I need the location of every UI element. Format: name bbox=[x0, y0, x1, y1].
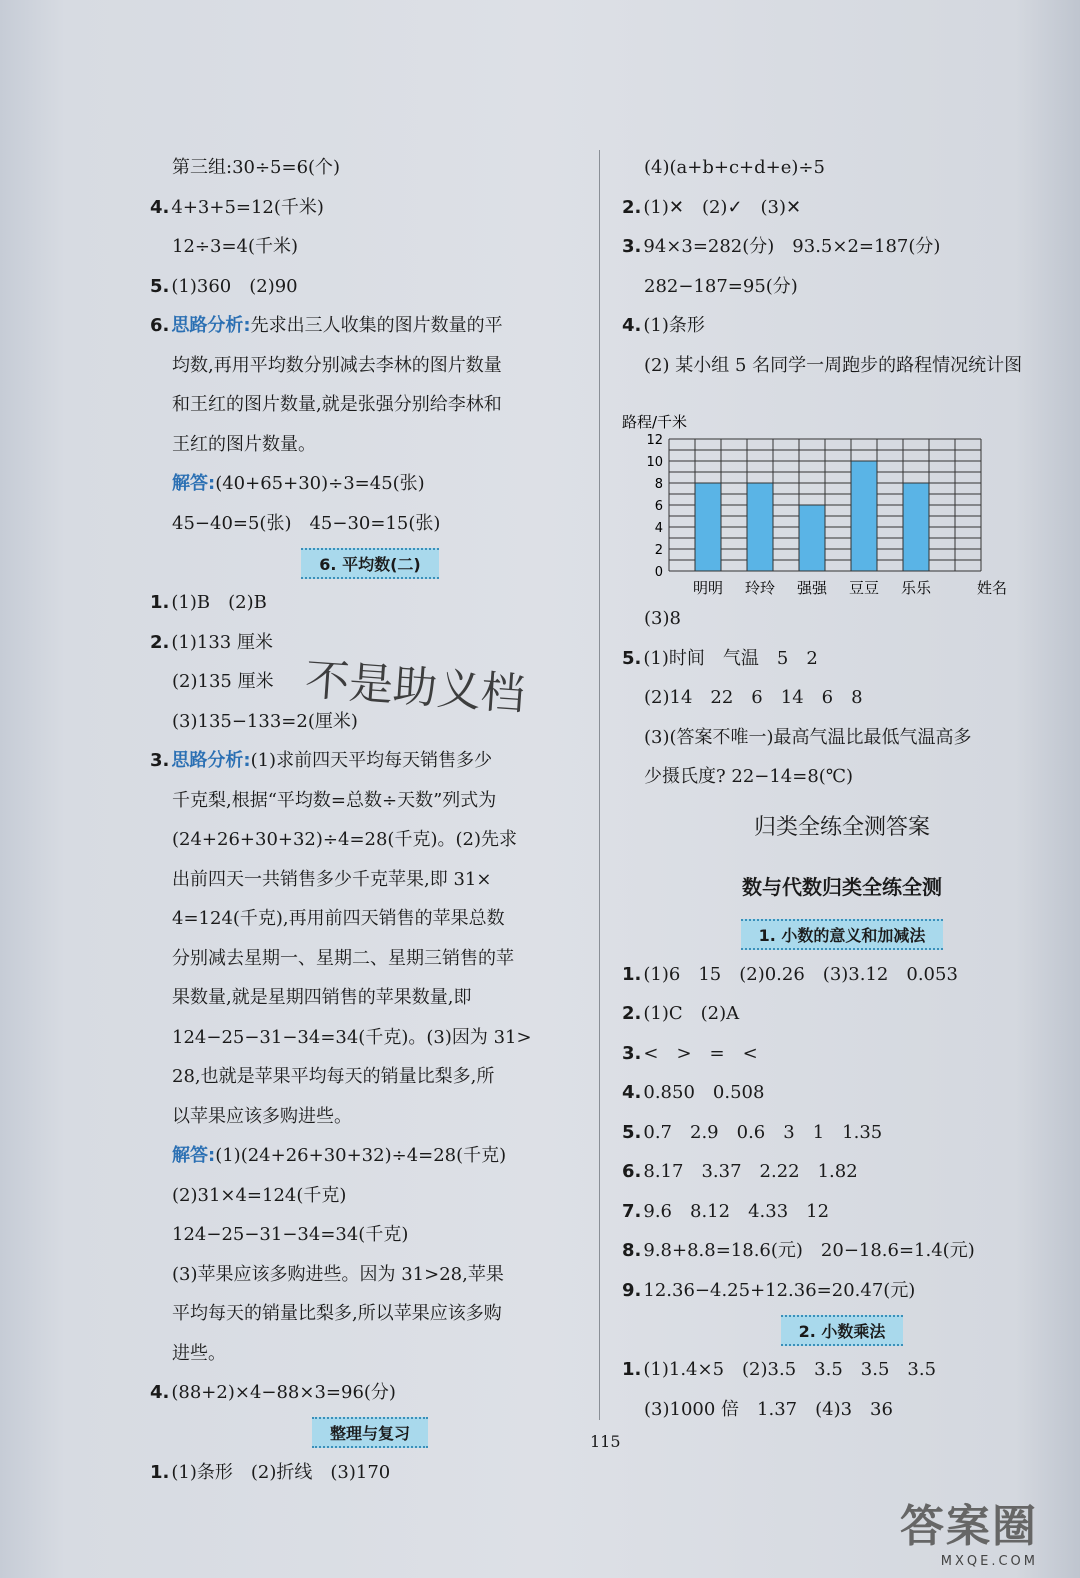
answer-line bbox=[150, 188, 590, 228]
answer-text: (2)14 22 6 14 6 8 bbox=[644, 687, 863, 708]
y-tick-label: 12 bbox=[646, 433, 663, 448]
answer-line bbox=[622, 1231, 1062, 1271]
answer-line bbox=[622, 1192, 1062, 1232]
answer-text: (2)135 厘米 bbox=[172, 671, 274, 692]
answer-text: (1)条形 bbox=[643, 315, 705, 336]
answer-text: 124−25−31−34=34(千克)。(3)因为 31> bbox=[172, 1026, 532, 1048]
answer-line bbox=[622, 1390, 1062, 1430]
answer-line bbox=[150, 860, 590, 900]
answer-text: 124−25−31−34=34(千克) bbox=[172, 1224, 409, 1245]
answer-line bbox=[150, 1136, 590, 1176]
answer-line bbox=[150, 820, 590, 860]
handwritten-scribble: 不是助义档 bbox=[303, 654, 527, 721]
x-tick-label: 强强 bbox=[796, 579, 828, 597]
answer-text: (24+26+30+32)÷4=28(千克)。(2)先求 bbox=[172, 829, 517, 850]
bar-强强 bbox=[799, 505, 825, 571]
answer-line bbox=[622, 1152, 1062, 1192]
item-number: 6. bbox=[150, 315, 170, 336]
answer-line bbox=[622, 148, 1062, 188]
answer-text: < > = < bbox=[643, 1042, 758, 1064]
bar-chart bbox=[622, 385, 1062, 599]
x-axis-label: 姓名 bbox=[977, 579, 1008, 597]
y-tick-label: 8 bbox=[654, 477, 663, 492]
watermark-url: MXQE.COM bbox=[940, 1554, 1038, 1569]
item-number: 1. bbox=[622, 1359, 642, 1380]
x-tick-label: 豆豆 bbox=[848, 579, 880, 597]
item-number: 4. bbox=[622, 1082, 642, 1103]
answer-text: 4+3+5=12(千米) bbox=[171, 196, 324, 218]
answer-line bbox=[622, 639, 1062, 679]
answer-text: (1)6 15 (2)0.26 (3)3.12 0.053 bbox=[643, 963, 958, 985]
x-tick-label: 乐乐 bbox=[900, 579, 932, 597]
answer-line bbox=[150, 1255, 590, 1295]
bar-玲玲 bbox=[747, 483, 773, 571]
item-number: 2. bbox=[622, 1003, 642, 1024]
answer-text: (40+65+30)÷3=45(张) bbox=[215, 473, 425, 494]
item-number: 5. bbox=[622, 1121, 642, 1143]
part-title: 归类全练全测答案 bbox=[753, 814, 930, 840]
section-heading bbox=[150, 543, 590, 583]
bar-明明 bbox=[695, 483, 721, 571]
answer-line bbox=[150, 1057, 590, 1097]
answer-line bbox=[150, 1373, 590, 1413]
x-tick-label: 明明 bbox=[692, 579, 724, 597]
answer-text: 4=124(千克),再用前四天销售的苹果总数 bbox=[172, 908, 505, 929]
item-number: 1. bbox=[622, 963, 642, 985]
answer-label: 解答: bbox=[172, 473, 216, 494]
answer-text: 9.6 8.12 4.33 12 bbox=[643, 1200, 830, 1222]
watermark-brand: 答案圈 bbox=[900, 1501, 1038, 1552]
answer-line bbox=[622, 757, 1062, 797]
answer-text: (1)B (2)B bbox=[171, 592, 267, 613]
answer-text: (2) 某小组 5 名同学一周跑步的路程情况统计图 bbox=[644, 354, 1023, 376]
answer-line bbox=[150, 1215, 590, 1255]
right-column bbox=[622, 148, 1062, 1429]
answer-text: 12÷3=4(千米) bbox=[172, 236, 299, 257]
answer-line bbox=[622, 955, 1062, 995]
answer-line bbox=[622, 994, 1062, 1034]
bar-chart-svg bbox=[622, 385, 1062, 599]
answer-line bbox=[622, 227, 1062, 267]
answer-line bbox=[150, 1097, 590, 1137]
answer-text: 94×3=282(分) 93.5×2=187(分) bbox=[643, 236, 941, 257]
answer-text: 果数量,就是星期四销售的苹果数量,即 bbox=[172, 987, 472, 1008]
answer-line bbox=[622, 1073, 1062, 1113]
watermark bbox=[900, 1490, 1038, 1569]
answer-text: 进些。 bbox=[172, 1342, 226, 1364]
answer-text: (3)苹果应该多购进些。因为 31>28,苹果 bbox=[172, 1263, 504, 1285]
answer-line bbox=[150, 1294, 590, 1334]
answer-text: 0.7 2.9 0.6 3 1 1.35 bbox=[643, 1121, 883, 1143]
answer-text: (1)时间 气温 5 2 bbox=[643, 647, 818, 669]
answer-text: (4)(a+b+c+d+e)÷5 bbox=[644, 157, 825, 178]
answer-text: (3)(答案不唯一)最高气温比最低气温高多 bbox=[644, 726, 972, 748]
answer-text: 和王红的图片数量,就是张强分别给李林和 bbox=[172, 394, 502, 415]
answer-label: 思路分析: bbox=[171, 315, 251, 336]
y-tick-label: 2 bbox=[654, 543, 663, 558]
answer-line bbox=[622, 1271, 1062, 1311]
answer-line bbox=[150, 385, 590, 425]
answer-text: 均数,再用平均数分别减去李林的图片数量 bbox=[172, 354, 502, 376]
answer-text: (1)(24+26+30+32)÷4=28(千克) bbox=[215, 1145, 507, 1166]
section-heading-text: 整理与复习 bbox=[312, 1417, 428, 1448]
item-number: 2. bbox=[150, 631, 170, 653]
answer-text: (1)133 厘米 bbox=[171, 631, 273, 653]
answer-text: 平均每天的销量比梨多,所以苹果应该多购 bbox=[172, 1303, 502, 1324]
answer-text: 分别减去星期一、星期二、星期三销售的苹 bbox=[172, 947, 514, 969]
answer-line bbox=[150, 346, 590, 386]
part-subtitle: 数与代数归类全练全测 bbox=[742, 874, 942, 899]
item-number: 5. bbox=[622, 647, 642, 669]
answer-text: (3)8 bbox=[644, 608, 681, 629]
answer-line bbox=[150, 899, 590, 939]
answer-line bbox=[622, 718, 1062, 758]
x-tick-label: 玲玲 bbox=[744, 579, 776, 597]
answer-line bbox=[622, 188, 1062, 228]
item-number: 1. bbox=[150, 1461, 170, 1483]
answer-text: 王红的图片数量。 bbox=[172, 433, 316, 455]
item-number: 5. bbox=[150, 275, 170, 297]
answer-line bbox=[150, 1453, 590, 1493]
answer-text: 先求出三人收集的图片数量的平 bbox=[250, 315, 503, 336]
section-heading-text: 6. 平均数(二) bbox=[301, 548, 438, 579]
answer-text: (1)求前四天平均每天销售多少 bbox=[250, 750, 493, 771]
y-tick-label: 4 bbox=[654, 521, 663, 536]
answer-text: 9.8+8.8=18.6(元) 20−18.6=1.4(元) bbox=[643, 1240, 975, 1261]
bar-豆豆 bbox=[851, 461, 877, 571]
item-number: 3. bbox=[150, 750, 170, 771]
y-tick-label: 0 bbox=[654, 565, 663, 580]
section-heading-text: 2. 小数乘法 bbox=[781, 1315, 904, 1346]
answer-text: (88+2)×4−88×3=96(分) bbox=[171, 1382, 396, 1403]
answer-text: 少摄氏度? 22−14=8(℃) bbox=[644, 766, 853, 787]
answer-line bbox=[150, 741, 590, 781]
answer-text: 出前四天一共销售多少千克苹果,即 31× bbox=[172, 868, 492, 890]
item-number: 1. bbox=[150, 592, 170, 613]
answer-line bbox=[622, 306, 1062, 346]
answer-label: 思路分析: bbox=[171, 750, 251, 771]
answer-line bbox=[150, 939, 590, 979]
answer-text: (1)✕ (2)✓ (3)✕ bbox=[643, 196, 802, 218]
item-number: 7. bbox=[622, 1200, 642, 1222]
answer-text: 12.36−4.25+12.36=20.47(元) bbox=[643, 1279, 916, 1301]
left-column bbox=[150, 148, 590, 1492]
answer-line bbox=[622, 267, 1062, 307]
bar-乐乐 bbox=[903, 483, 929, 571]
section-heading bbox=[150, 1413, 590, 1453]
answer-line bbox=[150, 583, 590, 623]
answer-text: 28,也就是苹果平均每天的销量比梨多,所 bbox=[172, 1066, 495, 1087]
answer-line bbox=[622, 678, 1062, 718]
answer-line bbox=[150, 425, 590, 465]
y-tick-label: 10 bbox=[646, 455, 663, 470]
answer-text: 8.17 3.37 2.22 1.82 bbox=[643, 1161, 858, 1182]
answer-line bbox=[622, 1350, 1062, 1390]
y-axis-label: 路程/千米 bbox=[622, 413, 688, 431]
item-number: 2. bbox=[622, 196, 642, 218]
item-number: 4. bbox=[150, 196, 170, 218]
answer-text: 282−187=95(分) bbox=[644, 275, 798, 297]
answer-text: 以苹果应该多购进些。 bbox=[172, 1105, 352, 1127]
answer-text: (1)C (2)A bbox=[643, 1003, 740, 1024]
answer-text: (3)135−133=2(厘米) bbox=[172, 710, 358, 732]
column-divider bbox=[599, 150, 600, 1420]
item-number: 4. bbox=[150, 1382, 170, 1403]
answer-line bbox=[150, 504, 590, 544]
item-number: 4. bbox=[622, 315, 642, 336]
item-number: 6. bbox=[622, 1161, 642, 1182]
answer-line bbox=[150, 227, 590, 267]
section-heading bbox=[622, 1310, 1062, 1350]
answer-line bbox=[622, 346, 1062, 386]
answer-text: (1)条形 (2)折线 (3)170 bbox=[171, 1461, 391, 1483]
answer-text: (2)31×4=124(千克) bbox=[172, 1184, 347, 1206]
answer-line bbox=[150, 1334, 590, 1374]
answer-line bbox=[150, 978, 590, 1018]
answer-line bbox=[150, 781, 590, 821]
answer-line bbox=[622, 599, 1062, 639]
answer-line bbox=[622, 1113, 1062, 1153]
answer-label: 解答: bbox=[172, 1145, 216, 1166]
y-tick-label: 6 bbox=[654, 499, 663, 514]
answer-text: 45−40=5(张) 45−30=15(张) bbox=[172, 512, 441, 534]
answer-text: 第三组:30÷5=6(个) bbox=[172, 157, 341, 178]
answer-text: 千克梨,根据“平均数=总数÷天数”列式为 bbox=[172, 789, 497, 811]
item-number: 9. bbox=[622, 1279, 642, 1301]
item-number: 8. bbox=[622, 1240, 642, 1261]
page-number: 115 bbox=[590, 1432, 621, 1451]
answer-line bbox=[150, 148, 590, 188]
answer-line bbox=[150, 1176, 590, 1216]
answer-line bbox=[150, 464, 590, 504]
item-number: 3. bbox=[622, 236, 642, 257]
answer-text: (1)1.4×5 (2)3.5 3.5 3.5 3.5 bbox=[643, 1359, 937, 1380]
answer-line bbox=[150, 306, 590, 346]
answer-line bbox=[622, 1034, 1062, 1074]
answer-text: (1)360 (2)90 bbox=[171, 275, 298, 297]
section-heading bbox=[622, 915, 1062, 955]
answer-line bbox=[150, 1018, 590, 1058]
item-number: 3. bbox=[622, 1042, 642, 1064]
answer-line bbox=[150, 267, 590, 307]
answer-text: 0.850 0.508 bbox=[643, 1082, 765, 1103]
section-heading-text: 1. 小数的意义和加减法 bbox=[741, 919, 944, 950]
answer-text: (3)1000 倍 1.37 (4)3 36 bbox=[644, 1398, 893, 1420]
